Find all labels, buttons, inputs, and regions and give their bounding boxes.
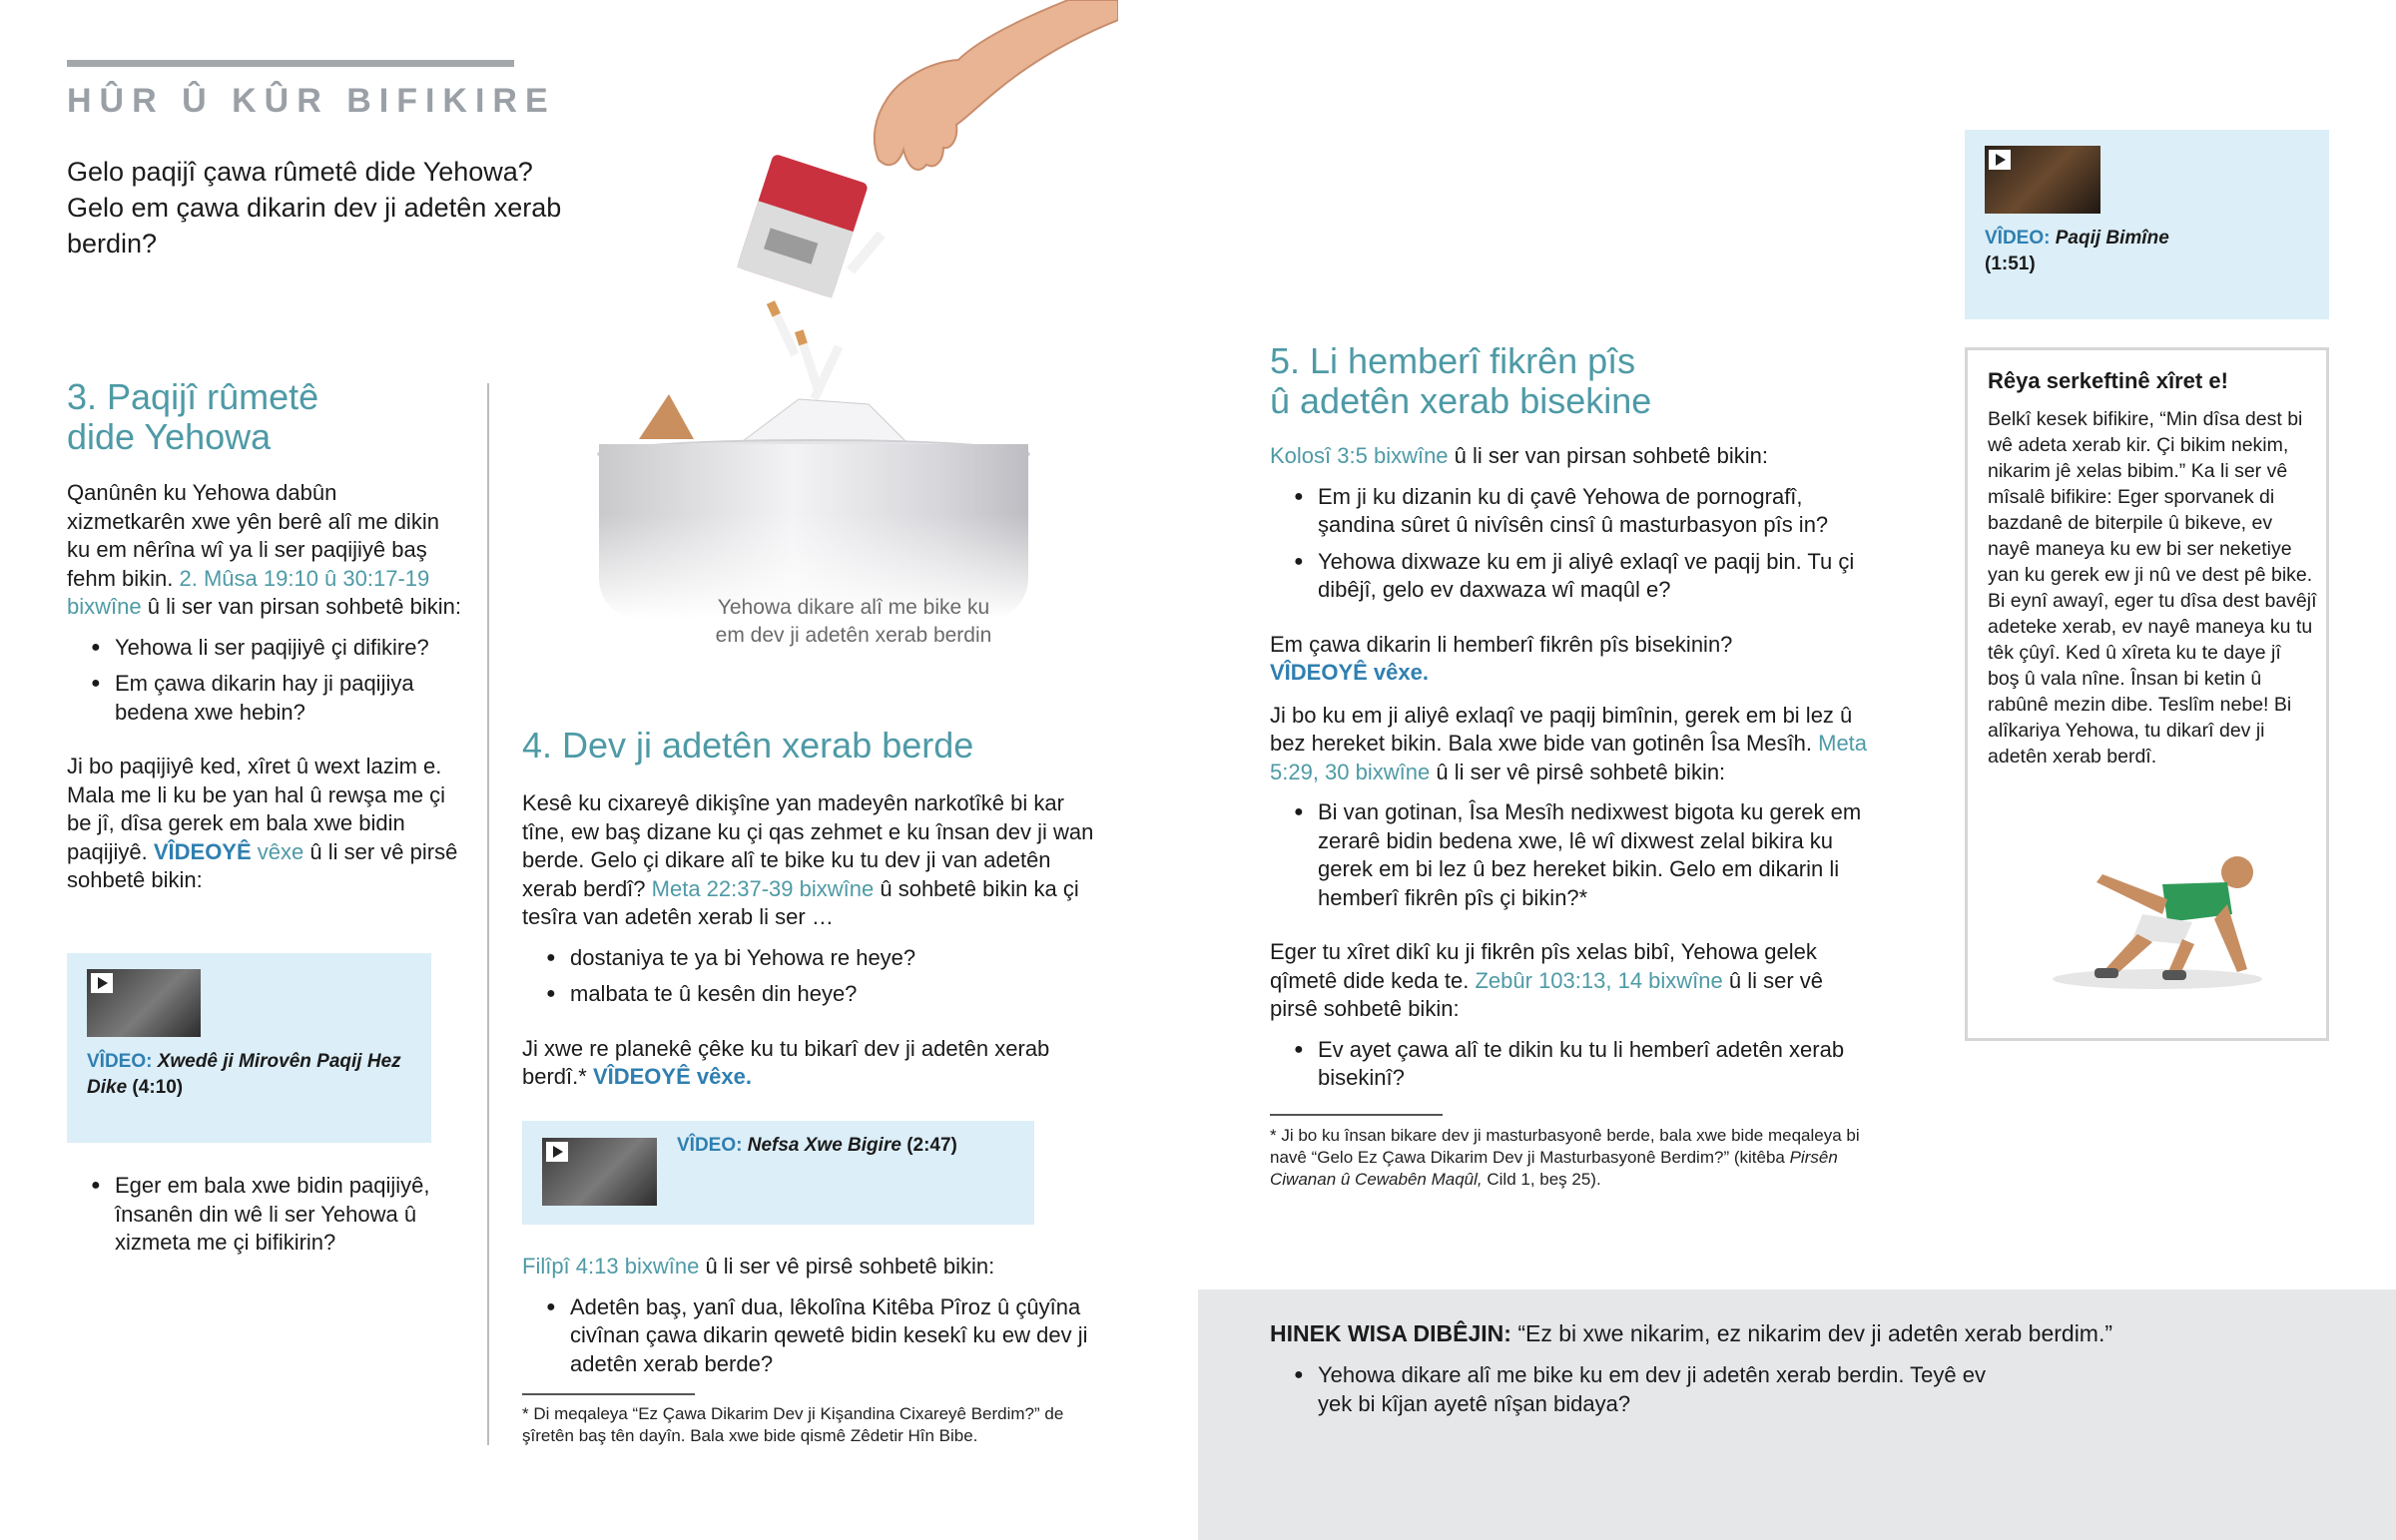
list-item: ● Yehowa dixwaze ku em ji aliyê exlaqî ve paqij bin. Tu çi dibêjî, gelo ev daxwaza wî maqûl e?: [1270, 548, 1869, 605]
scripture-link[interactable]: Kolosî 3:5 bixwîne: [1270, 443, 1449, 468]
video-link[interactable]: VÎDEOYÊ vêxe.: [1270, 660, 1429, 685]
section4-body-2: [522, 1253, 1111, 1386]
video-label: VÎDEO: Nefsa Xwe Bigire (2:47): [677, 1135, 957, 1156]
list-item: ● Ev ayet çawa alî te dikin ku tu li hemberî adetên xerab bisekinî?: [1270, 1036, 1869, 1093]
video-thumbnail[interactable]: [1985, 146, 2100, 214]
list-item: ● Em çawa dikarin hay ji paqijiya bedena xwe hebin?: [67, 670, 461, 727]
sidebar-title: Rêya serkeftinê xîret e!: [1988, 368, 2228, 393]
section5-paragraph-3: Ji bo ku em ji aliyê exlaqî ve paqij bimînin, gerek em bi lez û bez hereket bikin. Bala xwe bide van gotinên Îsa Mesîh. Meta 5:29, 30 bixwîne û li ser vê pirsê sohbetê bikin:: [1270, 702, 1868, 784]
footer-heading: HINEK WISA DIBÊJIN: “Ez bi xwe nikarim, ez nikarim dev ji adetên xerab berdim.”: [1270, 1320, 2113, 1346]
section5-heading: 5. Li hemberî fikrên pîs û adetên xerab bisekine: [1270, 340, 1652, 421]
list-item: ● dostaniya te ya bi Yehowa re heye?: [522, 944, 1111, 973]
section4-paragraph-1: Kesê ku cixareyê dikişîne yan madeyên narkotîkê bi kar tîne, ew baş dizane ku çi qas zehmet e ku însan dev ji wan berde. Gelo çi dikare alî te bike ku tu dev ji van adetên xerab berdî? Meta 22:37-39 bixwîne û sohbetê bikin ka çi tesîra van adetên xerab li ser …: [522, 790, 1094, 929]
trash-can: [599, 444, 1028, 619]
list-item: ● Adetên baş, yanî dua, lêkolîna Kitêba Pîroz û çûyîna civînan çawa dikarin qewetê bidin kesekî ku ew dev ji adetên xerab berde?: [522, 1293, 1111, 1379]
video-thumbnail[interactable]: [542, 1138, 657, 1206]
fallen-runner-illustration: [2043, 844, 2272, 994]
section5-paragraph-2: Em çawa dikarin li hemberî fikrên pîs bisekinin? VÎDEOYÊ vêxe.: [1270, 631, 1733, 685]
video-label: VÎDEO: Xwedê ji Mirovên Paqij Hez Dike (4:10): [87, 1051, 401, 1098]
footer-bullets: [1270, 1361, 2009, 1426]
video-link[interactable]: VÎDEOYÊ: [153, 838, 252, 864]
video-box-self-control[interactable]: [522, 1121, 1034, 1225]
section4-paragraph-3: Filîpî 4:13 bixwîne û li ser vê pirsê sohbetê bikin:: [522, 1254, 995, 1279]
scripture-link[interactable]: 2. Mûsa 19:10 û 30:17-19 bixwîne: [67, 565, 430, 619]
intro-question: Gelo paqijî çawa rûmetê dide Yehowa? Gelo em çawa dikarin dev ji adetên xerab berdin?: [67, 157, 562, 258]
video-label: VÎDEO: Paqij Bimîne (1:51): [1985, 228, 2169, 274]
play-icon[interactable]: [1989, 150, 2011, 170]
success-sidebar: [1965, 347, 2329, 1041]
section4-body: [522, 789, 1111, 1118]
section5-body: [1270, 442, 1869, 1101]
video-link[interactable]: VÎDEOYÊ vêxe.: [592, 1064, 752, 1089]
video-box-clean-people[interactable]: [67, 953, 431, 1143]
play-icon[interactable]: [91, 973, 113, 993]
header-rule: [67, 60, 514, 67]
list-item: ● Bi van gotinan, Îsa Mesîh nedixwest bigota ku gerek em zerarê bidin bedena xwe, lê wî dixwest zelal bikira ku gerek em bi lez û bez hereket bikin. Gelo em dikarin li hemberî fikrên pîs çi bikin?*: [1270, 798, 1869, 912]
section4-heading: 4. Dev ji adetên xerab berde: [522, 725, 974, 766]
section3-paragraph-2: Ji bo paqijiyê ked, xîret û wext lazim e. Mala me li ku be yan hal û rewşa me çi be jî, dîsa gerek em bala xwe bidin paqijiyê. VÎDEOYÊ vêxe û li ser vê pirsê sohbetê bikin:: [67, 754, 458, 892]
footnote-rule: [522, 1393, 695, 1395]
section3-body: [67, 479, 461, 921]
illustration-caption: Yehowa dikare alî me bike ku em dev ji adetên xerab berdin: [715, 596, 992, 647]
play-icon[interactable]: [546, 1142, 568, 1162]
section3-paragraph-1: Qanûnên ku Yehowa dabûn xizmetkarên xwe yên berê alî me dikin ku em nêrîna wî ya li ser paqijiyê baş fehm bikin. 2. Mûsa 19:10 û 30:17-19 bixwîne û li ser van pirsan sohbetê bikin:: [67, 480, 462, 619]
section5-footnote: * Ji bo ku însan bikare dev ji masturbasyonê berde, bala xwe bide meqaleya bi navê “Gelo Ez Çawa Dikarim Dev ji Masturbasyonê Berdim?” (kitêba Pirsên Ciwanan û Cewabên Maqûl, Cild 1, beş 25).: [1270, 1126, 1860, 1189]
section4-footnote: * Di meqaleya “Ez Çawa Dikarim Dev ji Kişandina Cixareyê Berdim?” de şîretên baş tên dayîn. Bala xwe bide qismê Zêdetir Hîn Bibe.: [522, 1404, 1064, 1445]
sidebar-body: Belkî kesek bifikire, “Min dîsa dest bi wê adeta xerab kir. Çi bikim nekim, nikarim jê xelas bibim.” Ka li ser vê mîsalê bifikire: Eger sporvanek di bazdanê de biterpile û bikeve, ev nayê maneya ku ew bi ser neketiye yan ku gerek ew ji nû ve dest pê bike. Bi eynî awayî, eger tu dîsa dest bavêjî adeteke xerab, ev nayê maneya ku tu têk çûyî. Ked û xîreta ku te daye jî boş û vala nîne. Însan bi ketin û rabûnê mezin dibe. Teslîm nebe! Bi alîkariya Yehowa, tu dikarî dev ji adetên xerab berdî.: [1988, 408, 2317, 768]
section4-bullets: [522, 944, 1111, 1009]
scripture-link[interactable]: Filîpî 4:13 bixwîne: [522, 1254, 700, 1279]
section4-paragraph-2: Ji xwe re planekê çêke ku tu bikarî dev ji adetên xerab berdî.* VÎDEOYÊ vêxe.: [522, 1035, 1050, 1089]
list-item: ● Yehowa li ser paqijiyê çi difikire?: [67, 634, 461, 663]
video-watch-link[interactable]: vêxe: [257, 838, 304, 864]
video-thumbnail[interactable]: [87, 969, 201, 1037]
section5-paragraph-4: Eger tu xîret dikî ku ji fikrên pîs xelas bibî, Yehowa gelek qîmetê dide keda te. Zebûr 103:13, 14 bixwîne û li ser vê pirsê sohbetê bikin:: [1270, 939, 1824, 1021]
footnote-rule: [1270, 1114, 1443, 1116]
scripture-link[interactable]: Meta 22:37-39 bixwîne: [651, 875, 875, 901]
section3-heading: 3. Paqijî rûmetê dide Yehowa: [67, 376, 319, 457]
scripture-link[interactable]: Zebûr 103:13, 14 bixwîne: [1475, 967, 1723, 993]
section-overline: HÛR Û KÛR BIFIKIRE: [67, 82, 556, 120]
section3-bullets-2: [67, 1172, 461, 1266]
section3-bullets: [67, 634, 461, 728]
section5-bullets: [1270, 483, 1869, 605]
section5-bullets-3: [1270, 1036, 1869, 1093]
hand-dropping-cigarettes-illustration: [599, 0, 1118, 459]
scripture-link[interactable]: Meta 5:29, 30 bixwîne: [1270, 731, 1868, 784]
list-item: ● malbata te û kesên din heye?: [522, 980, 1111, 1009]
video-box-stay-clean[interactable]: [1965, 130, 2329, 319]
list-item: ● Em ji ku dizanin ku di çavê Yehowa de pornografî, şandina sûret û nivîsên cinsî û masturbasyon pîs in?: [1270, 483, 1869, 540]
section5-bullets-2: [1270, 798, 1869, 912]
column-divider: [487, 383, 489, 1445]
list-item: ● Yehowa dikare alî me bike ku em dev ji adetên xerab berdin. Teyê ev yek bi kîjan ayetê nîşan bidaya?: [1270, 1361, 2009, 1418]
section4-bullets-2: [522, 1293, 1111, 1379]
section5-paragraph-1: Kolosî 3:5 bixwîne û li ser van pirsan sohbetê bikin:: [1270, 443, 1768, 468]
list-item: ● Eger em bala xwe bidin paqijiyê, însanên din wê li ser Yehowa û xizmeta me çi bifikirin?: [67, 1172, 461, 1258]
